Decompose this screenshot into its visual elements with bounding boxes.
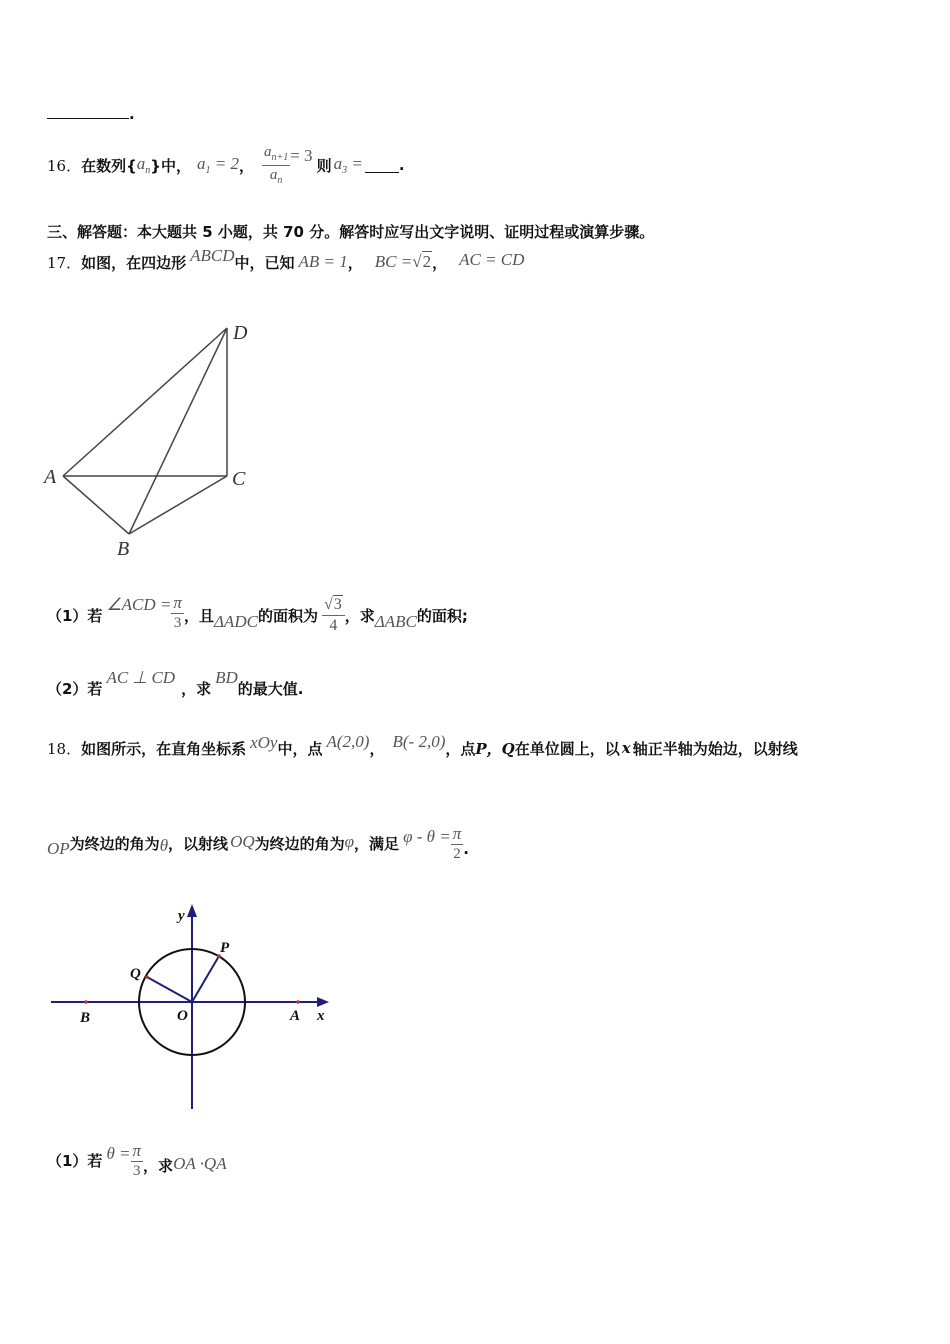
question-16: 16． 在数列{ $a_n$ }中， $a_1 = 2$ ， $\frac{a_{n+1}}{a_n}$ = 3 则 $a_3$ = . xyxy=(47,143,405,186)
sqrt3-over-four: $\frac{√3}{4}$ xyxy=(322,597,345,634)
segment-ab xyxy=(63,476,129,534)
label-a: A xyxy=(290,1008,301,1024)
initial-term: $a_1 = 2$ xyxy=(196,154,239,176)
answer-blank xyxy=(47,102,129,119)
label-b: B xyxy=(117,538,130,560)
label-p: P xyxy=(220,940,230,956)
ray-oq xyxy=(147,977,192,1002)
question-number: 17． xyxy=(47,253,82,272)
segment-bc xyxy=(129,476,227,534)
question-number: 18． xyxy=(47,739,82,758)
label-o: O xyxy=(177,1008,188,1024)
label-d: D xyxy=(233,322,248,344)
quadrilateral-figure xyxy=(40,315,260,565)
x-axis-arrow-icon xyxy=(317,997,329,1007)
q17-part-2: （2）若 AC ⊥ CD ，求 BD 的最大值. xyxy=(47,668,304,698)
label-a: A xyxy=(44,466,57,488)
segment-ad xyxy=(63,328,227,476)
section-heading: 三、解答题：本大题共 5 小题，共 70 分。解答时应写出文字说明、证明过程或演算步骤。 xyxy=(47,223,655,241)
segment-bd xyxy=(129,328,227,534)
unit-circle-figure xyxy=(45,900,345,1115)
label-q: Q xyxy=(130,966,141,982)
point-b xyxy=(84,1000,88,1004)
y-axis-arrow-icon xyxy=(187,904,197,917)
answer-blank xyxy=(365,158,399,173)
label-c: C xyxy=(232,468,246,490)
label-b: B xyxy=(80,1010,91,1026)
question-18: 18． 如图所示，在直角坐标系 xOy 中，点 A(2,0) ， B(- 2,0) ，点 P，Q 在单位圆上，以 x 轴正半轴为始边，以射线 xyxy=(47,732,798,758)
point-q xyxy=(145,975,149,979)
pi-over-three: $\frac{\pi}{3}$ xyxy=(173,592,182,631)
ray-op xyxy=(192,956,219,1002)
ratio-fraction: $\frac{a_{n+1}}{a_n}$ xyxy=(263,143,289,186)
label-x: x xyxy=(317,1008,325,1024)
question-17: 17． 如图，在四边形 ABCD 中，已知 AB = 1 ， BC = √2 ， AC = CD xyxy=(47,246,525,272)
question-number: 16． xyxy=(47,156,82,175)
top-blank-line: . xyxy=(47,102,135,123)
point-a xyxy=(296,1000,300,1004)
q18-part-1: （1）若 θ = $\frac{\pi}{3}$ ，求 OA ·QA xyxy=(47,1140,227,1179)
sqrt-two: √2 xyxy=(412,252,432,271)
label-y: y xyxy=(178,908,185,924)
sequence-symbol: $a_n$ xyxy=(136,154,151,176)
pi-over-two: $\frac{\pi}{2}$ xyxy=(452,823,462,862)
question-18-line-2: OP 为终边的角为 θ ，以射线 OQ 为终边的角为 φ ，满足 φ - θ = $\frac{\pi}{2}$ . xyxy=(47,823,469,862)
third-term: $a_3$ = xyxy=(333,154,363,176)
pi-over-three: $\frac{\pi}{3}$ xyxy=(132,1140,142,1179)
q17-part-1: （1）若 ∠ACD = $\frac{\pi}{3}$ ，且 ΔADC 的面积为 $\frac{√3}{4}$ ，求 ΔABC 的面积; xyxy=(47,592,468,634)
